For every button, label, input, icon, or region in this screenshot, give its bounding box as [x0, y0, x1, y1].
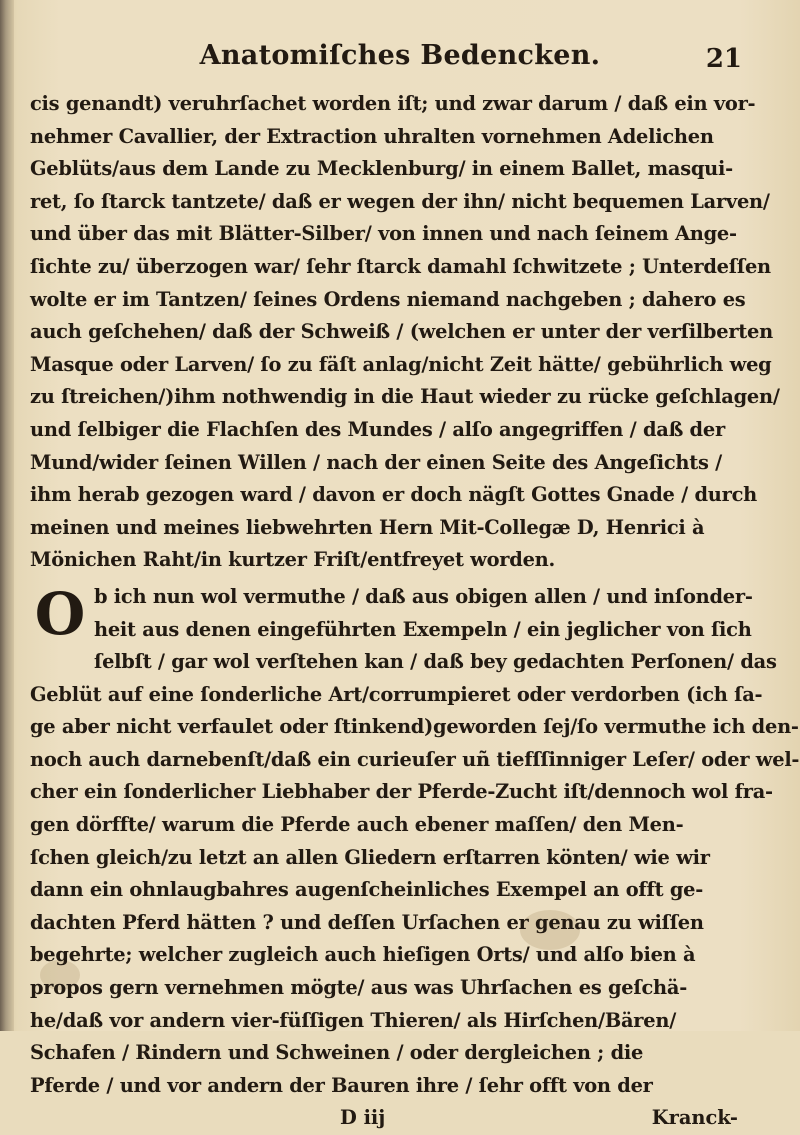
dropcap-block: [30, 579, 777, 679]
text-line: ihm herab gezogen ward / davon er doch nägſt Gottes Gnade / durch: [30, 483, 757, 507]
catchword: Kranck-: [651, 1106, 738, 1130]
page-footer: [30, 1102, 742, 1135]
text-line: wolte er im Tantzen/ ſeines Ordens niemand nachgeben ; dahero es: [30, 287, 746, 311]
text-line: Pferde / und vor andern der Bauren ihre / ſehr offt von der: [30, 1073, 653, 1097]
text-line: auch geſchehen/ daß der Schweiß / (welchen er unter der verſilberten: [30, 320, 773, 344]
body-text: [30, 88, 800, 1135]
page-number: 21: [705, 44, 742, 74]
paragraph-1: [30, 88, 780, 577]
text-line: propos gern vernehmen mögte/ aus was Uhrſachen es geſchä-: [30, 976, 687, 1000]
text-line: ſichte zu/ überzogen war/ ſehr ſtarck damahl ſchwitzete ; Unterdeſſen: [30, 254, 771, 278]
text-line: gen dörffte/ warum die Pferde auch ebener maſſen/ den Men-: [30, 813, 684, 837]
text-line: ret, ſo ſtarck tantzete/ daß er wegen der ihn/ nicht bequemen Larven/: [30, 189, 770, 213]
text-line: Mund/wider ſeinen Willen / nach der einen Seite des Angeſichts /: [30, 450, 722, 474]
text-line: dachten Pferd hätten ? und deſſen Urſachen er genau zu wiſſen: [30, 910, 704, 934]
text-line: Geblüts/aus dem Lande zu Mecklenburg/ in einem Ballet, masqui-: [30, 157, 733, 181]
text-line: zu ſtreichen/)ihm nothwendig in die Haut wieder zu rücke geſchlagen/: [30, 385, 780, 409]
text-line: he/daß vor andern vier-füſſigen Thieren/ als Hirſchen/Bären/: [30, 1008, 677, 1032]
text-line: dann ein ohnlaugbahres augenſcheinliches Exempel an offt ge-: [30, 878, 704, 902]
text-line: ge aber nicht verfaulet oder ſtinkend)geworden ſej/ſo vermuthe ich den-: [30, 715, 799, 739]
text-line: und über das mit Blätter-Silber/ von innen und nach ſeinem Ange-: [30, 222, 737, 246]
text-line: und ſelbiger die Flachſen des Mundes / alſo angegriffen / daß der: [30, 417, 725, 441]
text-line: ſelbſt / gar wol verſtehen kan / daß bey gedachten Perſonen/ das: [94, 650, 777, 674]
text-line: Geblüt auf eine ſonderliche Art/corrumpieret oder verdorben (ich ſa-: [30, 682, 763, 706]
text-line: cis genandt) veruhrſachet worden iſt; und zwar darum / daß ein vor-: [30, 92, 756, 115]
page-gutter-shadow: [0, 0, 14, 1031]
text-line: begehrte; welcher zugleich auch hieſigen Orts/ und alſo bien à: [30, 943, 696, 967]
text-line: nehmer Cavallier, der Extraction uhralten vornehmen Adelichen: [30, 124, 714, 148]
text-line: heit aus denen eingeführten Exempeln / ein jeglicher von ſich: [94, 617, 752, 641]
text-line: b ich nun wol vermuthe / daß aus obigen allen / und inſonder-: [94, 584, 753, 608]
running-title: Anatomiſches Bedencken.: [199, 40, 601, 71]
text-line: noch auch darnebenſt/daß ein curieuſer uñ tiefſſinniger Leſer/ oder wel-: [30, 747, 800, 771]
text-line: Masque oder Larven/ ſo zu fäſt anlag/nicht Zeit hätte/ gebührlich weg: [30, 352, 772, 376]
decorated-initial: O: [34, 579, 86, 648]
paragraph-2: [30, 579, 800, 1103]
page-header: [0, 40, 800, 80]
text-line: cher ein ſonderlicher Liebhaber der Pferde-Zucht iſt/dennoch wol fra-: [30, 780, 773, 804]
text-line: Schafen / Rindern und Schweinen / oder dergleichen ; die: [30, 1041, 644, 1065]
text-line: ſchen gleich/zu letzt an allen Gliedern erſtarren könten/ wie wir: [30, 845, 710, 869]
text-line: Mönichen Raht/in kurtzer Friſt/entfreyet worden.: [30, 548, 556, 572]
signature-mark: D iij: [340, 1106, 386, 1130]
text-line: meinen und meines liebwehrten Hern Mit-Collegæ D, Henrici à: [30, 515, 705, 539]
